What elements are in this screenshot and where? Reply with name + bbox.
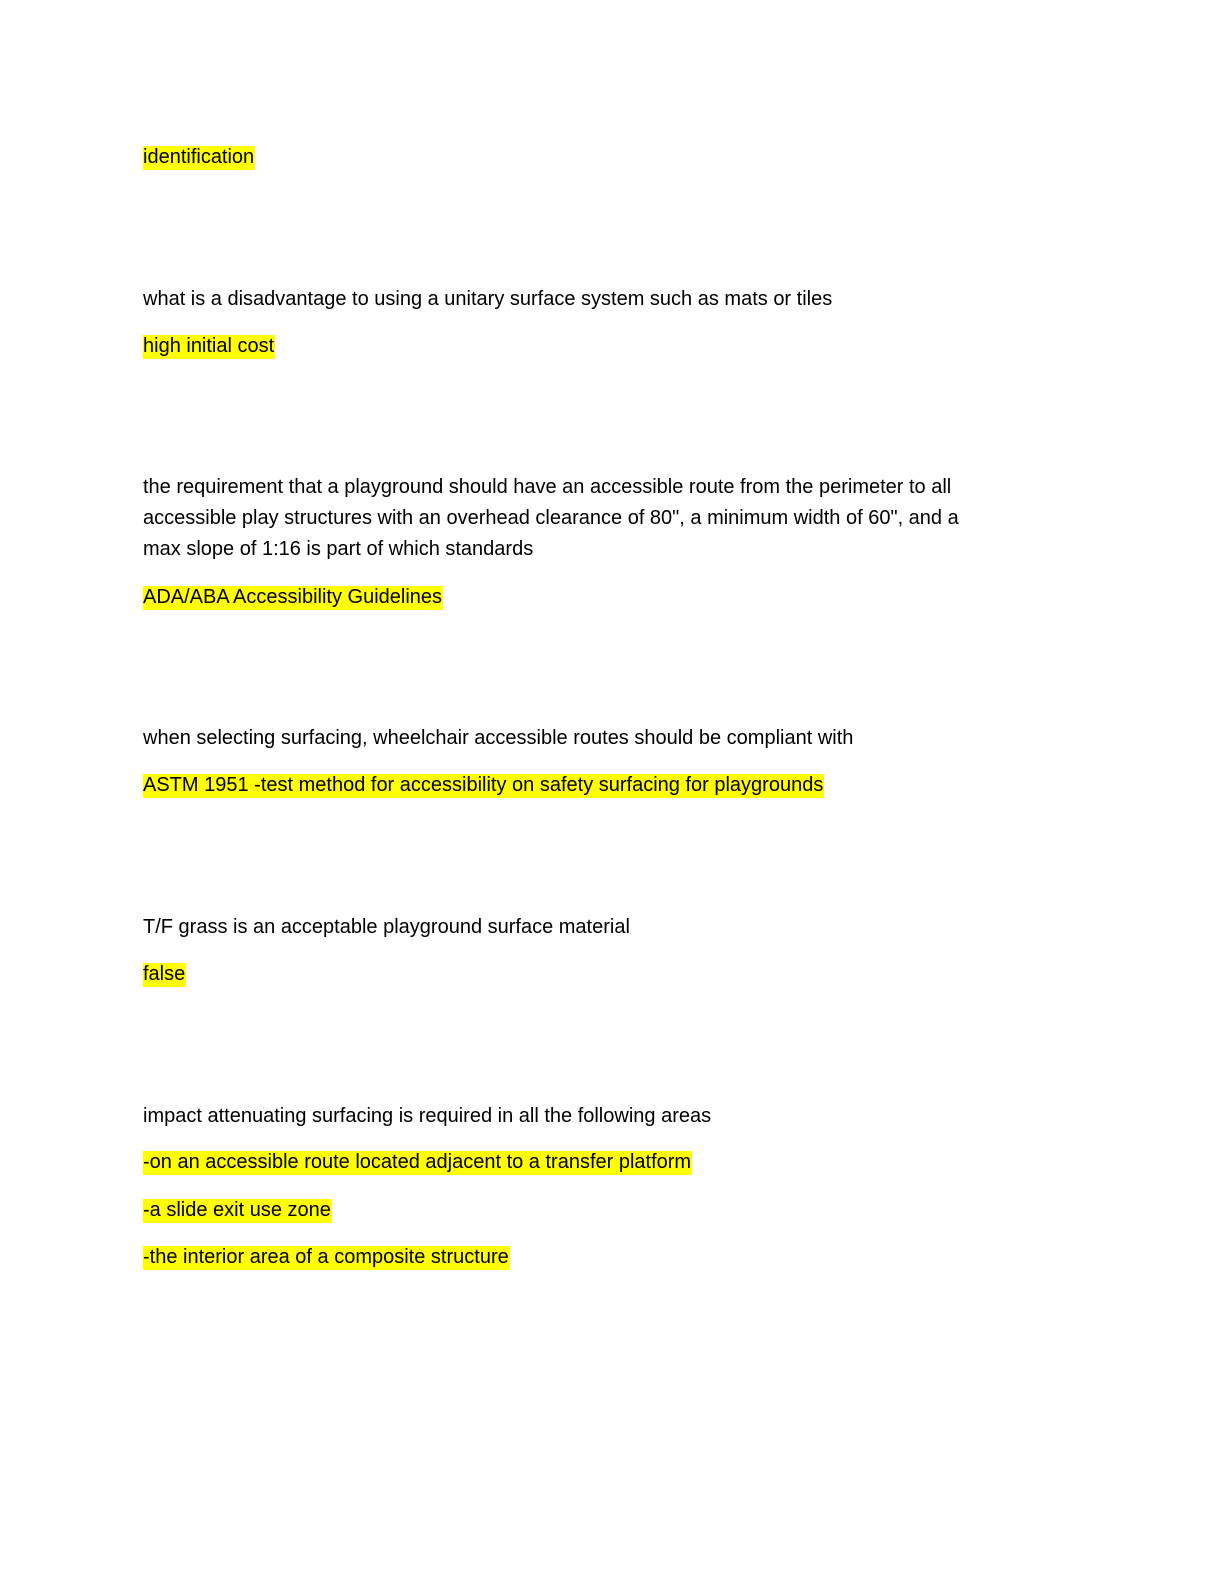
highlighted-answer: -on an accessible route located adjacent to a transfer platform: [143, 1151, 692, 1173]
question-line: the requirement that a playground should have an accessible route from the perimeter to all: [143, 476, 952, 498]
question-line: T/F grass is an acceptable playground surface material: [143, 916, 630, 938]
question-line: accessible play structures with an overhead clearance of 80", a minimum width of 60", and a: [143, 507, 959, 529]
answer-line: [143, 1195, 332, 1226]
answer-line: [143, 1147, 692, 1178]
question-line: max slope of 1:16 is part of which standards: [143, 538, 534, 560]
answer-line: [143, 770, 824, 801]
answer-line: [143, 959, 186, 990]
highlighted-answer: ASTM 1951 -test method for accessibility on safety surfacing for playgrounds: [143, 774, 824, 796]
highlighted-answer: high initial cost: [143, 335, 275, 357]
highlighted-answer: false: [143, 963, 186, 985]
answer-line: [143, 142, 255, 173]
answer-line: [143, 582, 443, 613]
highlighted-answer: -a slide exit use zone: [143, 1199, 331, 1221]
question-line: impact attenuating surfacing is required in all the following areas: [143, 1105, 712, 1127]
answer-line: [143, 331, 275, 362]
highlighted-answer: identification: [143, 146, 255, 168]
answer-line: [143, 1242, 510, 1273]
question-line: what is a disadvantage to using a unitary surface system such as mats or tiles: [143, 288, 833, 310]
highlighted-answer: -the interior area of a composite structure: [143, 1246, 509, 1268]
highlighted-answer: ADA/ABA Accessibility Guidelines: [143, 586, 443, 608]
question-line: when selecting surfacing, wheelchair accessible routes should be compliant with: [143, 727, 854, 749]
